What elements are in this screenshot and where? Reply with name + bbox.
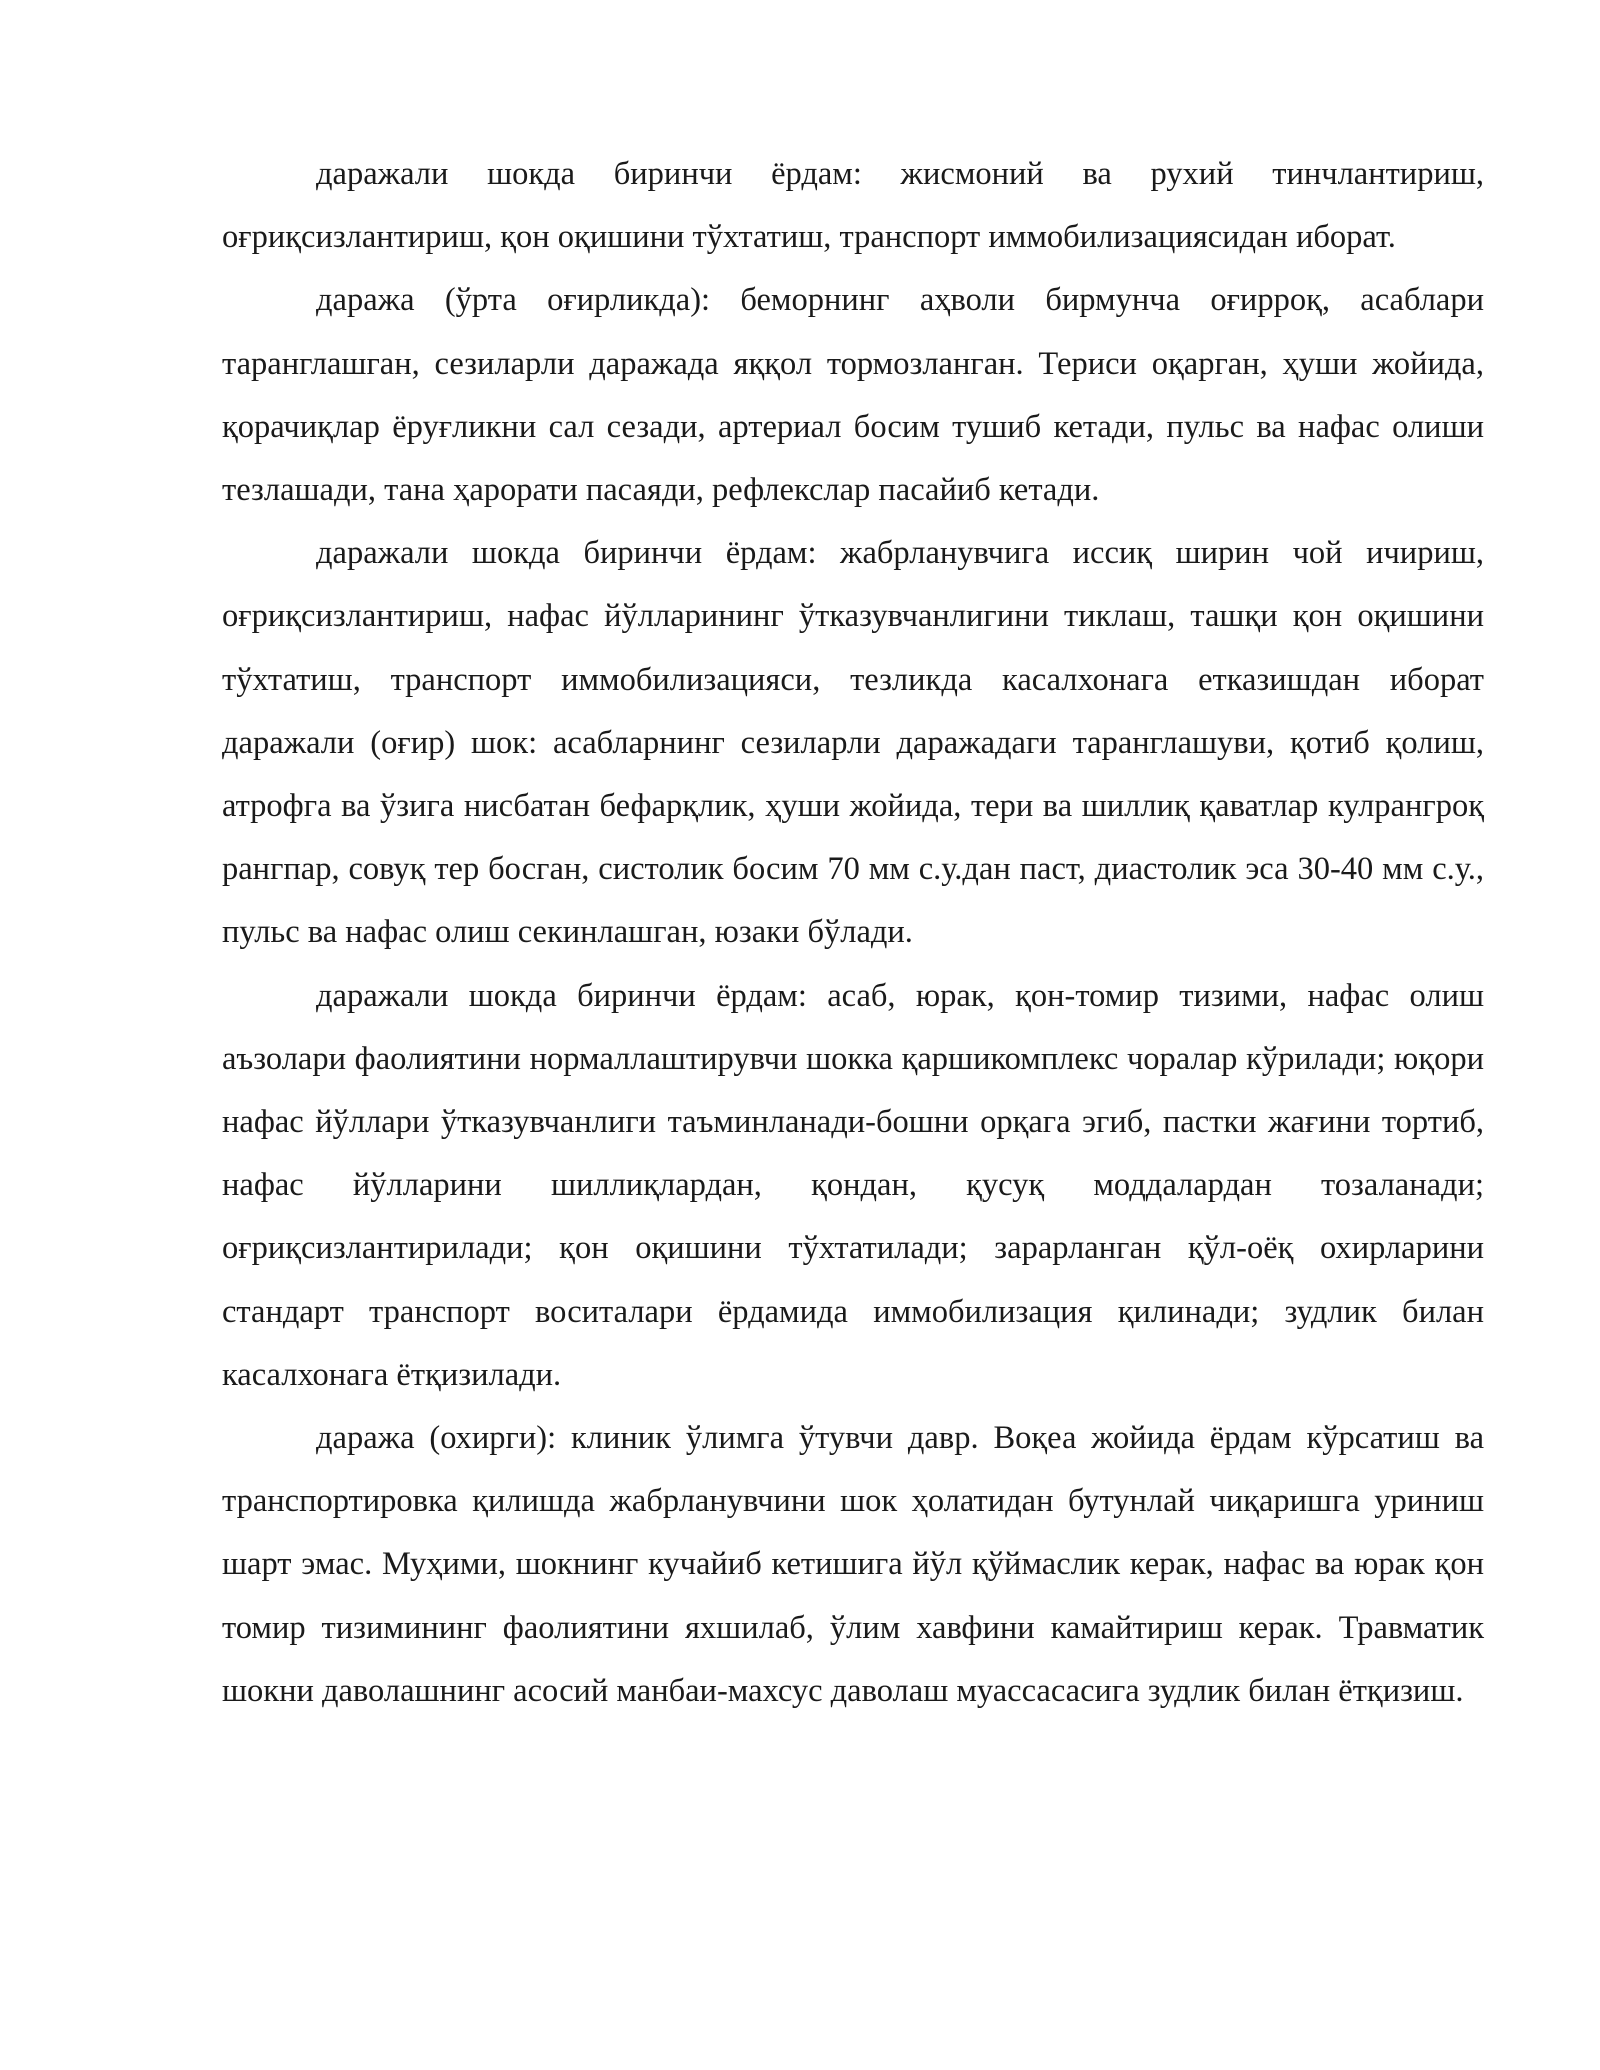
document-body xyxy=(222,143,1484,1723)
paragraph-moderate-shock: даража (ўрта оғирликда): беморнинг аҳволи бирмунча оғирроқ, асаблари таранглашган, сезиларли даражада яққол тормозланган. Териси оқарган, ҳуши жойида, қорачиқлар ёруғликни сал сезади, артериал босим тушиб кетади, пульс ва нафас олиши тезлашади, тана ҳарорати пасаяди, рефлекслар пасайиб кетади. xyxy=(222,282,1484,509)
paragraph-first-aid-mild-shock: даражали шокда биринчи ёрдам: жисмоний ва рухий тинчлантириш, оғриқсизлантириш, қон оқишини тўхтатиш, транспорт иммобилизациясидан иборат. xyxy=(222,156,1484,256)
paragraph-first-aid-moderate-severe-shock: даражали шокда биринчи ёрдам: жабрланувчига иссиқ ширин чой ичириш, оғриқсизлантириш, нафас йўлларининг ўтказувчанлигини тиклаш, ташқи қон оқишини тўхтатиш, транспорт иммобилизацияси, тезликда касалхонага етказишдан иборат даражали (оғир) шок: асабларнинг сезиларли даражадаги таранглашуви, қотиб қолиш, атрофга ва ўзига нисбатан бефарқлик, ҳуши жойида, тери ва шиллиқ қаватлар кулрангроқ рангпар, совуқ тер босган, систолик босим 70 мм с.у.дан паст, диастолик эса 30-40 мм с.у., пульс ва нафас олиш секинлашган, юзаки бўлади. xyxy=(222,535,1484,951)
paragraph-first-aid-severe-shock: даражали шокда биринчи ёрдам: асаб, юрак, қон-томир тизими, нафас олиш аъзолари фаолиятини нормаллаштирувчи шокка қаршикомплекс чоралар кўрилади; юқори нафас йўллари ўтказувчанлиги таъминланади-бошни орқага эгиб, пастки жағини тортиб, нафас йўлларини шиллиқлардан, қондан, қусуқ моддалардан тозаланади; оғриқсизлантирилади; қон оқишини тўхтатилади; зарарланган қўл-оёқ охирларини стандарт транспорт воситалари ёрдамида иммобилизация қилинади; зудлик билан касалхонага ётқизилади. xyxy=(222,977,1484,1393)
paragraph-terminal-shock: даража (охирги): клиник ўлимга ўтувчи давр. Воқеа жойида ёрдам кўрсатиш ва транспортировка қилишда жабрланувчини шок ҳолатидан бутунлай чиқаришга уриниш шарт эмас. Муҳими, шокнинг кучайиб кетишига йўл қўймаслик керак, нафас ва юрак қон томир тизимининг фаолиятини яхшилаб, ўлим хавфини камайтириш керак. Травматик шокни даволашнинг асосий манбаи-махсус даволаш муассасасига зудлик билан ётқизиш. xyxy=(222,1420,1484,1709)
